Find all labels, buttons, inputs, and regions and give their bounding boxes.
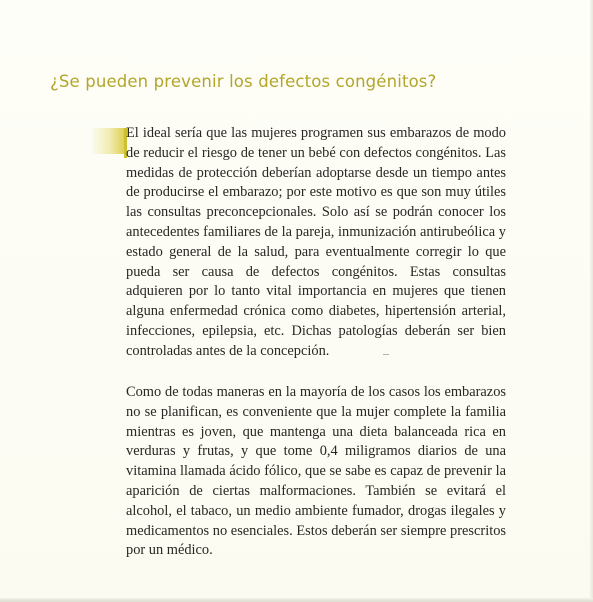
scan-mark	[383, 354, 389, 355]
paragraph-accent-gradient	[90, 128, 126, 154]
body-paragraph-2: Como de todas maneras en la mayoría de los casos los embarazos no se planifican, es conveniente que la mujer complete la familia mientras es joven, que mantenga una dieta balanceada rica en verduras y frutas, y que tome 0,4 miligramos diarios de una vitamina llamada ácido fólico, que se sabe es capaz de prevenir la aparición de ciertas malformaciones. También se evitará el alcohol, el tabaco, un medio ambiente fumador, drogas ilegales y medicamentos no esenciales. Estos deberán ser siempre prescritos por un médico.	[126, 384, 506, 559]
section-heading: ¿Se pueden prevenir los defectos congénitos?	[50, 72, 437, 91]
page-edge-bottom	[0, 598, 593, 602]
body-paragraph-1: El ideal sería que las mujeres programen sus embarazos de modo de reducir el riesgo de tener un bebé con defectos congénitos. Las medidas de protección deberían adoptarse desde un tiempo antes de producirse el embarazo; por este motivo es que son muy útiles las consultas preconcepcionales. Solo así se podrán conocer los antecedentes familiares de la pareja, inmunización antirubeólica y estado general de la salud, para eventualmente corregir lo que pueda ser causa de defectos congénitos. Estas consultas adquieren por lo tanto vital importancia en mujeres que tienen alguna enfermedad crónica como diabetes, hipertensión arterial, infecciones, epilepsia, etc. Dichas patologías deberán ser bien controladas antes de la concepción.	[126, 125, 506, 359]
